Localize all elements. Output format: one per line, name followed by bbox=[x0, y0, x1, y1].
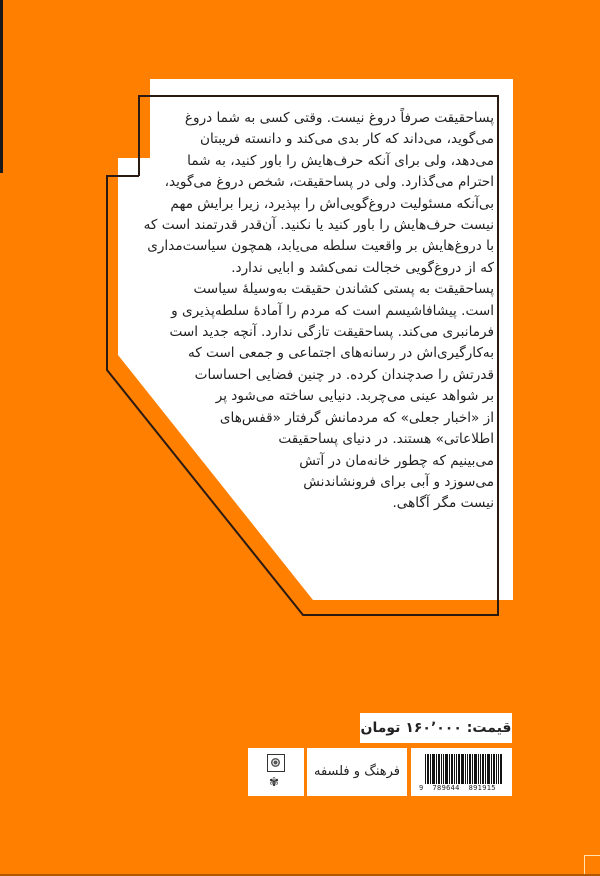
publisher-logo-box bbox=[248, 748, 304, 796]
blurb-line: که از دروغ‌گویی خجالت نمی‌کشد و ابایی ندارد. bbox=[231, 259, 494, 276]
blurb-line: با دروغ‌هایش بر واقعیت سلطه می‌یابد، همچون سیاست‌مداری bbox=[147, 238, 494, 255]
blurb-line: قدرتش را صدچندان کرده. در چنین فضایی احساسات bbox=[194, 366, 494, 383]
publisher-logo-icon bbox=[267, 754, 285, 772]
barcode-bars-icon bbox=[425, 754, 503, 784]
back-cover-blurb bbox=[143, 108, 494, 515]
isbn-barcode bbox=[411, 748, 512, 796]
blurb-line: می‌سوزد و آبی برای فرونشاندنش bbox=[303, 473, 494, 490]
isbn-digits: 9 789644 891915 bbox=[419, 784, 496, 792]
blurb-line: به‌کارگیری‌اش در رسانه‌های اجتماعی و جمعی است که bbox=[187, 345, 494, 362]
blurb-line: اطلاعاتی» هستند. در دنیای پساحقیقت bbox=[278, 431, 494, 448]
blurb-line: نیست مگر آگاهی. bbox=[392, 495, 494, 512]
blurb-line: احترام می‌گذارد. ولی در پساحقیقت، شخص دروغ می‌گوید، bbox=[164, 174, 494, 191]
crop-mark bbox=[584, 855, 600, 876]
blurb-line: بر شواهد عینی می‌چربد. دنیایی ساخته می‌شود پر bbox=[215, 388, 494, 405]
blurb-line: نیست حرف‌هایش را باور کنید یا نکنید. آن‌قدر قدرتمند است که bbox=[143, 217, 494, 234]
publisher-figure-icon: ✾ bbox=[269, 775, 280, 789]
blurb-line: می‌بینیم که چطور خانه‌مان در آتش bbox=[299, 452, 494, 469]
price-label: قیمت: ۱۶۰٬۰۰۰ تومان bbox=[360, 713, 512, 743]
blurb-line: است. پیشافاشیسم است که مردم را آمادهٔ سلطه‌پذیری و bbox=[171, 302, 494, 319]
blurb-line: پساحقیقت به پستی کشاندن حقیقت به‌وسیلهٔ سیاست bbox=[193, 281, 494, 298]
blurb-line: از «اخبار جعلی» که مردمانش گرفتار «قفس‌های bbox=[219, 409, 494, 426]
blurb-line: می‌دهد، ولی برای آنکه حرف‌هایش را باور کنید، به شما bbox=[187, 152, 494, 169]
series-label: فرهنگ و فلسفه bbox=[307, 748, 407, 796]
blurb-line: پساحقیقت صرفاً دروغ نیست. وقتی کسی به شما دروغ bbox=[184, 110, 494, 126]
blurb-line: بی‌آنکه مسئولیت دروغ‌گویی‌اش را بپذیرد، زیرا برایش مهم bbox=[170, 195, 494, 212]
blurb-line: می‌گوید، می‌داند که کار بدی می‌کند و دانسته فریبتان bbox=[200, 131, 494, 148]
blurb-line: فرمانبری می‌کند. پساحقیقت تازگی ندارد. آنچه جدید است bbox=[169, 324, 494, 341]
